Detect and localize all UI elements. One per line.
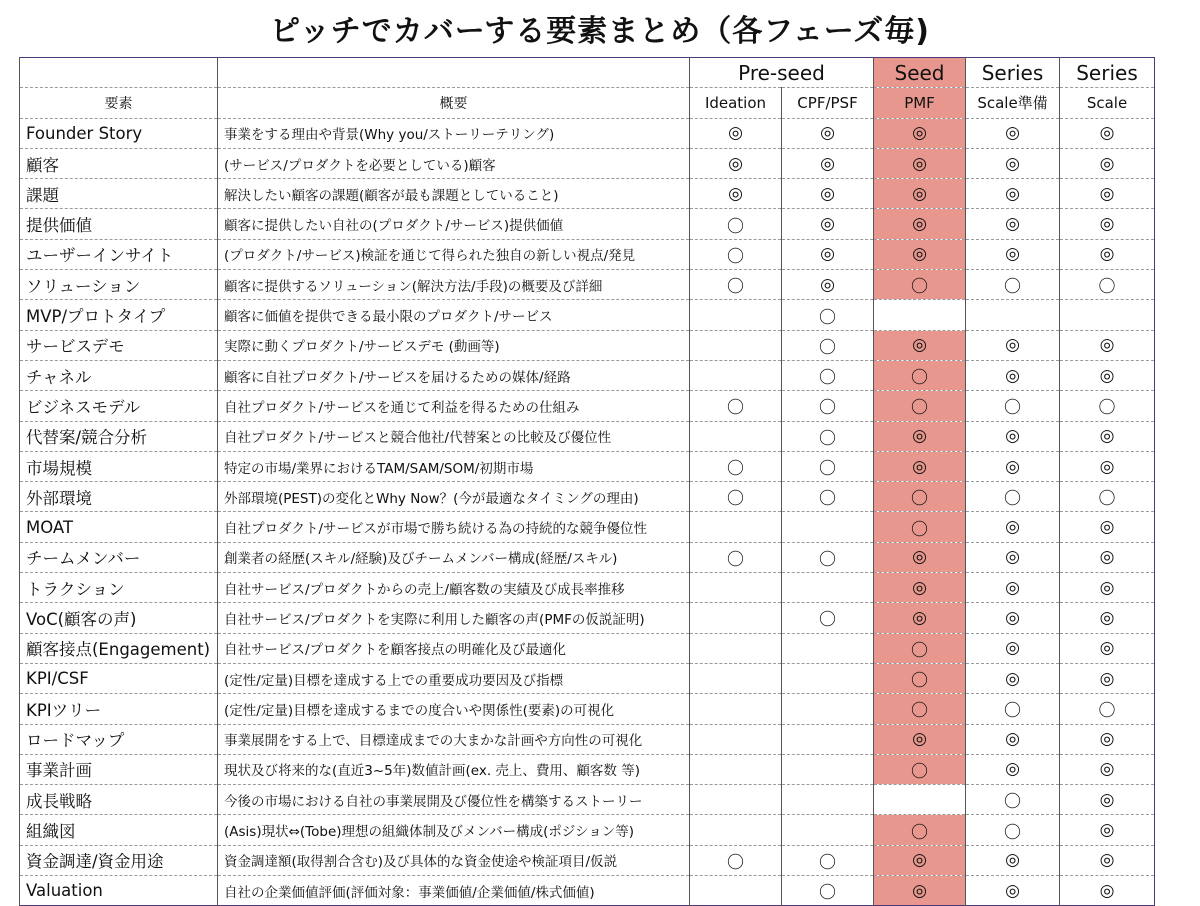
mark-scale: ◎: [1060, 663, 1155, 693]
mark-scale: ◎: [1060, 724, 1155, 754]
mark-pmf: ◎: [874, 330, 966, 360]
summary-cell: (サービス/プロダクトを必要としている)顧客: [218, 148, 690, 178]
mark-scale: ◎: [1060, 633, 1155, 663]
table-body: [20, 58, 1155, 906]
summary-cell: 外部環境(PEST)の変化とWhy Now？(今が最適なタイミングの理由): [218, 482, 690, 512]
mark-cpf-psf: 〇: [782, 391, 874, 421]
mark-cpf-psf: [782, 785, 874, 815]
mark-ideation: [690, 724, 782, 754]
summary-cell: (定性/定量)目標を達成する上での重要成功要因及び指標: [218, 663, 690, 693]
element-cell: 市場規模: [20, 451, 218, 481]
element-cell: KPIツリー: [20, 694, 218, 724]
summary-cell: 自社の企業価値評価(評価対象：事業価値/企業価値/株式価値): [218, 876, 690, 906]
mark-scale-prep: ◎: [966, 239, 1060, 269]
table-row: [20, 603, 1155, 633]
mark-ideation: 〇: [690, 451, 782, 481]
table-row: [20, 785, 1155, 815]
element-cell: 代替案/競合分析: [20, 421, 218, 451]
mark-scale-prep: [966, 300, 1060, 330]
table-row: [20, 663, 1155, 693]
mark-pmf: 〇: [874, 663, 966, 693]
mark-pmf: ◎: [874, 845, 966, 875]
mark-cpf-psf: 〇: [782, 482, 874, 512]
element-cell: 組織図: [20, 815, 218, 845]
mark-scale: 〇: [1060, 694, 1155, 724]
column-header-element: 要素: [20, 88, 218, 118]
table-row: [20, 845, 1155, 875]
mark-pmf: ◎: [874, 148, 966, 178]
table-row: [20, 633, 1155, 663]
mark-pmf: 〇: [874, 391, 966, 421]
mark-scale-prep: ◎: [966, 512, 1060, 542]
mark-scale: ◎: [1060, 239, 1155, 269]
mark-ideation: 〇: [690, 482, 782, 512]
table-row: [20, 694, 1155, 724]
table-row: [20, 421, 1155, 451]
mark-scale-prep: 〇: [966, 270, 1060, 300]
mark-scale-prep: ◎: [966, 633, 1060, 663]
element-cell: 事業計画: [20, 754, 218, 784]
table-row: [20, 724, 1155, 754]
mark-pmf: ◎: [874, 451, 966, 481]
mark-scale: 〇: [1060, 391, 1155, 421]
mark-scale: ◎: [1060, 785, 1155, 815]
summary-cell: (Asis)現状⇔(Tobe)理想の組織体制及びメンバー構成(ポジション等): [218, 815, 690, 845]
table-row: [20, 209, 1155, 239]
summary-cell: 顧客に提供したい自社の(プロダクト/サービス)提供価値: [218, 209, 690, 239]
mark-cpf-psf: ◎: [782, 148, 874, 178]
mark-scale-prep: 〇: [966, 785, 1060, 815]
element-cell: チャネル: [20, 360, 218, 390]
element-cell: サービスデモ: [20, 330, 218, 360]
mark-ideation: [690, 300, 782, 330]
table-row: [20, 148, 1155, 178]
element-cell: 顧客: [20, 148, 218, 178]
mark-ideation: 〇: [690, 270, 782, 300]
mark-ideation: 〇: [690, 209, 782, 239]
mark-scale: ◎: [1060, 118, 1155, 148]
mark-cpf-psf: [782, 724, 874, 754]
summary-cell: (定性/定量)目標を達成するまでの度合いや関係性(要素)の可視化: [218, 694, 690, 724]
mark-scale: ◎: [1060, 512, 1155, 542]
element-cell: 資金調達/資金用途: [20, 845, 218, 875]
mark-cpf-psf: ◎: [782, 118, 874, 148]
mark-pmf: ◎: [874, 421, 966, 451]
subheader-cpf-psf: CPF/PSF: [782, 88, 874, 118]
mark-cpf-psf: ◎: [782, 209, 874, 239]
element-cell: Valuation: [20, 876, 218, 906]
element-cell: ロードマップ: [20, 724, 218, 754]
mark-ideation: 〇: [690, 542, 782, 572]
table-row: [20, 573, 1155, 603]
blank-cell: [218, 58, 690, 88]
mark-cpf-psf: [782, 694, 874, 724]
mark-scale: ◎: [1060, 209, 1155, 239]
summary-cell: 顧客に提供するソリューション(解決方法/手段)の概要及び詳細: [218, 270, 690, 300]
summary-cell: 解決したい顧客の課題(顧客が最も課題としていること): [218, 179, 690, 209]
table-row: [20, 542, 1155, 572]
element-cell: Founder Story: [20, 118, 218, 148]
mark-scale-prep: ◎: [966, 603, 1060, 633]
mark-ideation: [690, 512, 782, 542]
mark-pmf: 〇: [874, 694, 966, 724]
mark-ideation: 〇: [690, 845, 782, 875]
mark-ideation: [690, 633, 782, 663]
phase-seed: Seed: [874, 58, 966, 88]
mark-scale-prep: ◎: [966, 330, 1060, 360]
mark-pmf: ◎: [874, 724, 966, 754]
mark-cpf-psf: 〇: [782, 360, 874, 390]
mark-cpf-psf: [782, 633, 874, 663]
phase-series-a: Series: [966, 58, 1060, 88]
phase-series-b: Series: [1060, 58, 1155, 88]
table-row: [20, 179, 1155, 209]
mark-scale: ◎: [1060, 451, 1155, 481]
mark-ideation: [690, 360, 782, 390]
summary-cell: 自社プロダクト/サービスが市場で勝ち続ける為の持続的な競争優位性: [218, 512, 690, 542]
summary-cell: 特定の市場/業界におけるTAM/SAM/SOM/初期市場: [218, 451, 690, 481]
summary-cell: 現状及び将来的な(直近3~5年)数値計画(ex. 売上、費用、顧客数 等): [218, 754, 690, 784]
mark-ideation: [690, 573, 782, 603]
mark-ideation: ◎: [690, 179, 782, 209]
mark-ideation: [690, 603, 782, 633]
mark-scale: ◎: [1060, 845, 1155, 875]
mark-ideation: [690, 785, 782, 815]
element-cell: VoC(顧客の声): [20, 603, 218, 633]
element-cell: チームメンバー: [20, 542, 218, 572]
subheader-pmf: PMF: [874, 88, 966, 118]
mark-scale: 〇: [1060, 270, 1155, 300]
table-row: [20, 482, 1155, 512]
summary-cell: 顧客に自社プロダクト/サービスを届けるための媒体/経路: [218, 360, 690, 390]
mark-scale-prep: ◎: [966, 118, 1060, 148]
table-row: [20, 270, 1155, 300]
summary-cell: 事業をする理由や背景(Why you/ストーリーテリング): [218, 118, 690, 148]
mark-pmf: ◎: [874, 876, 966, 906]
summary-cell: 創業者の経歴(スキル/経験)及びチームメンバー構成(経歴/スキル): [218, 542, 690, 572]
mark-scale: ◎: [1060, 148, 1155, 178]
subheader-scale-prep: Scale準備: [966, 88, 1060, 118]
mark-scale-prep: ◎: [966, 451, 1060, 481]
summary-cell: 事業展開をする上で、目標達成までの大まかな計画や方向性の可視化: [218, 724, 690, 754]
element-cell: 課題: [20, 179, 218, 209]
mark-ideation: ◎: [690, 148, 782, 178]
mark-cpf-psf: 〇: [782, 845, 874, 875]
mark-pmf: 〇: [874, 360, 966, 390]
mark-ideation: [690, 876, 782, 906]
phase-header-row: [20, 58, 1155, 88]
mark-pmf: ◎: [874, 179, 966, 209]
mark-pmf: ◎: [874, 239, 966, 269]
mark-cpf-psf: [782, 573, 874, 603]
mark-cpf-psf: [782, 815, 874, 845]
mark-scale: ◎: [1060, 542, 1155, 572]
mark-pmf: ◎: [874, 118, 966, 148]
mark-cpf-psf: 〇: [782, 330, 874, 360]
mark-pmf: 〇: [874, 512, 966, 542]
element-cell: トラクション: [20, 573, 218, 603]
mark-pmf: 〇: [874, 270, 966, 300]
table-row: [20, 360, 1155, 390]
mark-ideation: [690, 694, 782, 724]
element-cell: 提供価値: [20, 209, 218, 239]
mark-scale: ◎: [1060, 603, 1155, 633]
mark-cpf-psf: 〇: [782, 421, 874, 451]
mark-scale-prep: ◎: [966, 148, 1060, 178]
mark-ideation: [690, 815, 782, 845]
mark-pmf: ◎: [874, 209, 966, 239]
table-row: [20, 300, 1155, 330]
mark-cpf-psf: [782, 754, 874, 784]
mark-pmf: ◎: [874, 542, 966, 572]
mark-ideation: [690, 663, 782, 693]
mark-scale-prep: ◎: [966, 542, 1060, 572]
table-row: [20, 239, 1155, 269]
phase-matrix-table: [19, 57, 1155, 906]
summary-cell: 資金調達額(取得割合含む)及び具体的な資金使途や検証項目/仮説: [218, 845, 690, 875]
table-row: [20, 876, 1155, 906]
table-row: [20, 118, 1155, 148]
mark-cpf-psf: 〇: [782, 603, 874, 633]
mark-scale: ◎: [1060, 754, 1155, 784]
mark-scale: ◎: [1060, 815, 1155, 845]
mark-pmf: 〇: [874, 633, 966, 663]
mark-cpf-psf: [782, 663, 874, 693]
mark-scale: ◎: [1060, 179, 1155, 209]
mark-cpf-psf: 〇: [782, 876, 874, 906]
mark-pmf: 〇: [874, 754, 966, 784]
summary-cell: 自社サービス/プロダクトを顧客接点の明確化及び最適化: [218, 633, 690, 663]
mark-pmf: 〇: [874, 482, 966, 512]
summary-cell: (プロダクト/サービス)検証を通じて得られた独自の新しい視点/発見: [218, 239, 690, 269]
mark-scale-prep: ◎: [966, 663, 1060, 693]
mark-scale: ◎: [1060, 573, 1155, 603]
summary-cell: 自社プロダクト/サービスと競合他社/代替案との比較及び優位性: [218, 421, 690, 451]
summary-cell: 自社サービス/プロダクトを実際に利用した顧客の声(PMFの仮説証明): [218, 603, 690, 633]
mark-ideation: [690, 754, 782, 784]
element-cell: 外部環境: [20, 482, 218, 512]
mark-pmf: [874, 300, 966, 330]
element-cell: ユーザーインサイト: [20, 239, 218, 269]
mark-ideation: 〇: [690, 239, 782, 269]
mark-scale: ◎: [1060, 876, 1155, 906]
subheader-row: [20, 88, 1155, 118]
subheader-scale: Scale: [1060, 88, 1155, 118]
mark-scale: 〇: [1060, 482, 1155, 512]
mark-scale-prep: ◎: [966, 845, 1060, 875]
mark-pmf: 〇: [874, 815, 966, 845]
mark-scale-prep: 〇: [966, 815, 1060, 845]
mark-scale-prep: ◎: [966, 360, 1060, 390]
table-row: [20, 391, 1155, 421]
mark-scale-prep: ◎: [966, 421, 1060, 451]
mark-cpf-psf: ◎: [782, 270, 874, 300]
mark-scale-prep: ◎: [966, 209, 1060, 239]
table-row: [20, 754, 1155, 784]
column-header-summary: 概要: [218, 88, 690, 118]
blank-cell: [20, 58, 218, 88]
mark-scale-prep: ◎: [966, 179, 1060, 209]
mark-cpf-psf: 〇: [782, 542, 874, 572]
mark-pmf: ◎: [874, 603, 966, 633]
mark-ideation: [690, 330, 782, 360]
summary-cell: 今後の市場における自社の事業展開及び優位性を構築するストーリー: [218, 785, 690, 815]
mark-pmf: ◎: [874, 573, 966, 603]
mark-scale: ◎: [1060, 360, 1155, 390]
mark-scale: ◎: [1060, 421, 1155, 451]
phase-pre-seed: Pre-seed: [690, 58, 874, 88]
mark-scale-prep: ◎: [966, 754, 1060, 784]
mark-scale-prep: ◎: [966, 573, 1060, 603]
mark-scale: ◎: [1060, 330, 1155, 360]
table-row: [20, 512, 1155, 542]
element-cell: MVP/プロトタイプ: [20, 300, 218, 330]
mark-scale-prep: ◎: [966, 876, 1060, 906]
subheader-ideation: Ideation: [690, 88, 782, 118]
mark-cpf-psf: 〇: [782, 300, 874, 330]
mark-cpf-psf: ◎: [782, 239, 874, 269]
mark-scale-prep: 〇: [966, 482, 1060, 512]
element-cell: KPI/CSF: [20, 663, 218, 693]
mark-scale-prep: 〇: [966, 694, 1060, 724]
element-cell: 成長戦略: [20, 785, 218, 815]
mark-pmf: [874, 785, 966, 815]
mark-scale-prep: ◎: [966, 724, 1060, 754]
summary-cell: 顧客に価値を提供できる最小限のプロダクト/サービス: [218, 300, 690, 330]
mark-scale: [1060, 300, 1155, 330]
page-title: ピッチでカバーする要素まとめ（各フェーズ毎): [269, 14, 930, 49]
summary-cell: 自社サービス/プロダクトからの売上/顧客数の実績及び成長率推移: [218, 573, 690, 603]
element-cell: MOAT: [20, 512, 218, 542]
mark-scale-prep: 〇: [966, 391, 1060, 421]
table-row: [20, 451, 1155, 481]
mark-cpf-psf: ◎: [782, 179, 874, 209]
mark-ideation: [690, 421, 782, 451]
summary-cell: 自社プロダクト/サービスを通じて利益を得るための仕組み: [218, 391, 690, 421]
element-cell: ビジネスモデル: [20, 391, 218, 421]
element-cell: 顧客接点(Engagement): [20, 633, 218, 663]
table-row: [20, 815, 1155, 845]
table-row: [20, 330, 1155, 360]
element-cell: ソリューション: [20, 270, 218, 300]
summary-cell: 実際に動くプロダクト/サービスデモ (動画等): [218, 330, 690, 360]
mark-cpf-psf: 〇: [782, 451, 874, 481]
mark-cpf-psf: [782, 512, 874, 542]
mark-ideation: 〇: [690, 391, 782, 421]
mark-ideation: ◎: [690, 118, 782, 148]
